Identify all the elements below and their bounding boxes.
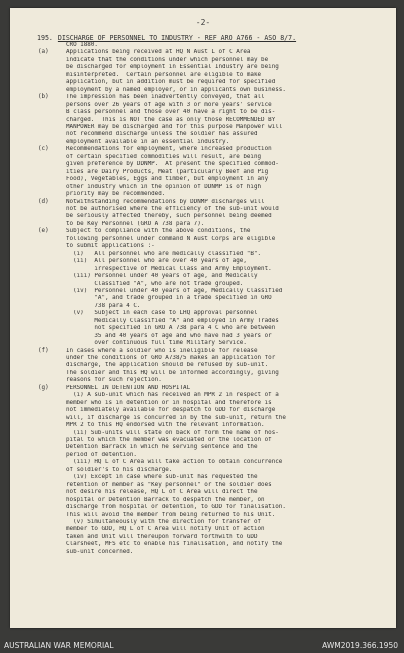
document-line [38,541,390,548]
document-line [38,221,390,228]
document-line [38,154,390,161]
line-text: misinterpreted. Certain personnel are eligible to make [66,71,262,78]
document-line [38,161,390,168]
document-line [38,258,390,265]
document-line [38,362,390,369]
line-text: CRO 1880. [66,42,98,48]
line-text: charged. This is NOT the case as only those RECOMMENDED BY [66,116,276,123]
paragraph-label: (c) [38,146,49,153]
paragraph-label [38,459,66,466]
paragraph-label [38,340,66,347]
document-line [38,348,390,355]
paragraph-label [38,87,66,94]
line-text: be discharged for employment in Essential Industry are being [66,64,279,71]
paragraph-label [38,512,66,519]
document-page [10,8,396,628]
line-text: indicate that the conditions under which personnel may be [66,56,269,63]
paragraph-label [38,64,66,71]
document-line [38,392,390,399]
paragraph-label [38,176,66,183]
document-line [38,243,390,250]
archive-reference: AWM2019.366.1950 [322,641,398,650]
document-line [38,497,390,504]
line-text: Applications being received at HQ N Aust L of C Area [66,49,251,56]
line-text: not specified in GRO A 738 para 4 C who are between [66,325,276,332]
document-line [38,407,390,414]
line-text: period of detention. [66,451,137,458]
document-line [38,94,390,101]
line-text: Detention Barrack in which he serving sentence and the [66,444,258,451]
paragraph-label [38,117,66,124]
document-line [38,57,390,64]
line-text: MPR 2 to this HQ endorsed with the relevant information. [66,422,265,429]
paragraph-label [38,549,66,556]
line-text: discharge, the application should be refused by sub-unit. [66,362,269,369]
line-text: (i) All personnel who are medically classified "B". [66,250,262,257]
paragraph-label: (e) [38,228,49,235]
document-line [38,534,390,541]
paragraph-label [38,310,66,317]
line-text: other industry which in the opinion of DDNMP is of high [66,183,262,190]
line-text: Notwithstanding recommendations by DDNMP discharges will [66,198,265,205]
paragraph-label [38,57,66,64]
line-text: 738 para 4 C. [66,302,141,309]
paragraph-label: (b) [38,94,49,101]
document-line [38,437,390,444]
paragraph-label [38,161,66,168]
document-line [38,228,390,235]
document-line [38,288,390,295]
document-line [38,430,390,437]
paragraph-label [38,124,66,131]
document-line [38,169,390,176]
document-line [38,526,390,533]
paragraph-label [38,430,66,437]
paragraph-label [38,243,66,250]
line-text: B class personnel and those over 40 have a right to be dis- [66,109,276,116]
paragraph-label [38,109,66,116]
paragraph-label [38,474,66,481]
paragraph-label [38,519,66,526]
line-text: PERSONNEL IN DETENTION AND HOSPITAL [66,384,191,391]
document-line [38,117,390,124]
line-text: (ii) All personnel who are over 40 years of age, [66,258,247,265]
document-line [38,355,390,362]
line-text: The soldier and this HQ will be informed accordingly, giving [66,369,279,376]
line-text: irrespective of Medical Class and Army Employment. [66,265,272,272]
line-text: not immediately available for despatch to GDD for discharge [66,407,276,414]
paragraph-label [38,392,66,399]
document-line [38,251,390,258]
archive-name: AUSTRALIAN WAR MEMORIAL [4,641,114,650]
document-line [38,422,390,429]
archive-footer [0,640,404,653]
line-text: sub-unit concerned. [66,548,134,555]
line-text: following personnel under command N Aust Corps are eligible [66,235,276,242]
paragraph-label [38,303,66,310]
line-text: Recommendations for employment, where increased production [66,146,272,153]
line-text: Medically Classified "A" and employed in Army Trades [66,317,279,324]
document-line [38,49,390,56]
document-line [38,415,390,422]
document-line [38,191,390,198]
line-text: (i) A sub-unit which has received an MPR 2 in respect of a [66,392,279,399]
paragraph-label [38,377,66,384]
paragraph-label [38,355,66,362]
line-text: Food), Vegetables, Eggs and timber, but employment in any [66,176,269,183]
paragraph-label [38,169,66,176]
document-line [38,79,390,86]
line-text: The impression has been inadvertently conveyed, that all [66,94,265,101]
paragraph-label [38,333,66,340]
document-line [38,385,390,392]
line-text: discharge from hospital or detention, to GDD for finalisation. [66,504,286,511]
paragraph-label [38,325,66,332]
paragraph-label [38,444,66,451]
paragraph-label [38,452,66,459]
paragraph-label: (a) [38,49,49,56]
document-line [38,109,390,116]
line-text: (v) Subject in each case to LHQ approval personnel [66,310,258,317]
paragraph-label [38,362,66,369]
document-line [38,325,390,332]
paragraph-label [38,154,66,161]
document-line [38,504,390,511]
line-text: Subject to compliance with the above conditions, the [66,228,251,235]
line-text: member who is in detention or in hospital and therefore is [66,399,272,406]
document-line [38,72,390,79]
document-line [38,444,390,451]
document-line [38,124,390,131]
paragraph-label [38,415,66,422]
document-line [38,213,390,220]
paragraph-label [38,504,66,511]
line-text: will, if discharge is concurred in by the sub-unit, return the [66,414,286,421]
line-text: ities are Dairy Products, Meat (particularly Beef and Pig [66,168,269,175]
document-line [38,519,390,526]
line-text: persons over 26 years of age with 3 or more years' service [66,101,272,108]
line-text: under the conditions of GRO A738/5 makes an application for [66,355,276,362]
line-text: 35 and 40 years of age and who have had 3 years or [66,332,272,339]
line-text: (iii) HQ L of C Area will take action to obtain concurrence [66,459,283,466]
paragraph-label [38,213,66,220]
paragraph-label [38,42,66,49]
paragraph-label [38,72,66,79]
paragraph-label [38,273,66,280]
line-text: of certain specified commodities will result, are being [66,153,262,160]
paragraph-label [38,288,66,295]
document-line [38,295,390,302]
section-number: 195. [37,34,53,42]
line-text: retention of member as "Key personnel" or the soldier does [66,481,272,488]
paragraph-label [38,489,66,496]
document-body [38,42,390,556]
line-text: over continuous full time Military Service. [66,340,247,347]
document-line [38,281,390,288]
paragraph-label [38,184,66,191]
document-line [38,474,390,481]
document-line [38,206,390,213]
line-text: of soldier's to his discharge. [66,466,173,473]
section-title: DISCHARGE OF PERSONNEL TO INDUSTRY - REF ARO A766 - ASO 8/7. [57,34,297,42]
document-line [38,64,390,71]
document-line [38,184,390,191]
document-line [38,318,390,325]
section-heading [37,34,387,42]
document-line [38,236,390,243]
paragraph-label [38,370,66,377]
line-text: "A", and trade grouped in a trade specified in GRO [66,295,272,302]
document-line [38,400,390,407]
page-number: -2- [195,18,211,27]
line-text: MANPOWER may be discharged and for this purpose Manpower will [66,123,283,130]
paragraph-label [38,266,66,273]
line-text: employment by a named employer, or in applicants own business. [66,86,286,93]
document-line [38,102,390,109]
line-text: employment available in an essential industry. [66,138,230,145]
paragraph-label [38,236,66,243]
document-line [38,139,390,146]
paragraph-label [38,534,66,541]
paragraph-label [38,221,66,228]
line-text: (iii) Personnel under 40 years of age, and Medically [66,273,258,280]
line-text: reasons for such rejection. [66,377,162,384]
paragraph-label [38,497,66,504]
line-text: given preference by DDNMP. At present the specified commod- [66,161,279,168]
document-line [38,42,390,49]
line-text: Clarsheet, MFS etc to enable his finalisation, and notify the [66,541,283,548]
document-line [38,452,390,459]
document-line [38,199,390,206]
paragraph-label [38,295,66,302]
paragraph-label [38,400,66,407]
line-text: priority may be recommended. [66,191,166,198]
paragraph-label [38,206,66,213]
paragraph-label [38,467,66,474]
paragraph-label [38,102,66,109]
line-text: be seriously affected thereby, such personnel being deemed [66,213,272,220]
line-text: hospital or Detention Barrack to despatch the member, on [66,496,265,503]
paragraph-label [38,191,66,198]
document-line [38,340,390,347]
document-line [38,146,390,153]
line-text: (ii) Sub-units will state on back of form the name of hos- [66,429,279,436]
paragraph-label: (d) [38,198,49,205]
document-line [38,512,390,519]
paragraph-label [38,79,66,86]
line-text: not recommend discharge unless the soldier has assured [66,131,258,138]
paragraph-label [38,131,66,138]
paragraph-label [38,251,66,258]
line-text: not desire his release, HQ L of C Area will direct the [66,489,258,496]
paragraph-label [38,526,66,533]
line-text: taken and Unit will thereupon forward forthwith to GDD [66,533,258,540]
line-text: This will avoid the member from being returned to his Unit. [66,511,276,518]
line-text: In cases where a soldier who is ineligible for release [66,347,258,354]
document-line [38,176,390,183]
document-line [38,87,390,94]
document-line [38,266,390,273]
document-line [38,489,390,496]
paragraph-label: (g) [38,384,49,391]
document-line [38,549,390,556]
document-line [38,310,390,317]
line-text: application, but in addition must be required for specified [66,79,276,86]
line-text: Classified "A", who are not trade grouped. [66,280,244,287]
paragraph-label [38,281,66,288]
paragraph-label [38,437,66,444]
document-line [38,273,390,280]
line-text: (iv) Personnel under 40 years of age, Medically Classified [66,287,283,294]
line-text: to be Key Personnel (GRO A 738 para 7). [66,220,205,227]
paragraph-label [38,139,66,146]
document-line [38,459,390,466]
document-line [38,131,390,138]
paragraph-label [38,407,66,414]
document-line [38,333,390,340]
document-line [38,377,390,384]
paragraph-label [38,258,66,265]
document-line [38,482,390,489]
line-text: not be authorised where the efficiency of the sub-unit would [66,205,279,212]
paragraph-label [38,318,66,325]
line-text: (v) Simultaneously with the direction for transfer of [66,519,262,525]
line-text: member to GDD, HQ L of C Area will notify Unit of action [66,526,265,533]
line-text: pital to which the member was evacuated or the location of [66,437,272,444]
paragraph-label [38,422,66,429]
paragraph-label [38,482,66,489]
document-line [38,303,390,310]
line-text: (iv) Except in case where sub-unit has requested the [66,474,258,481]
line-text: to submit applications :- [66,243,155,250]
document-line [38,467,390,474]
document-line [38,370,390,377]
paragraph-label: (f) [38,347,49,354]
paragraph-label [38,541,66,548]
